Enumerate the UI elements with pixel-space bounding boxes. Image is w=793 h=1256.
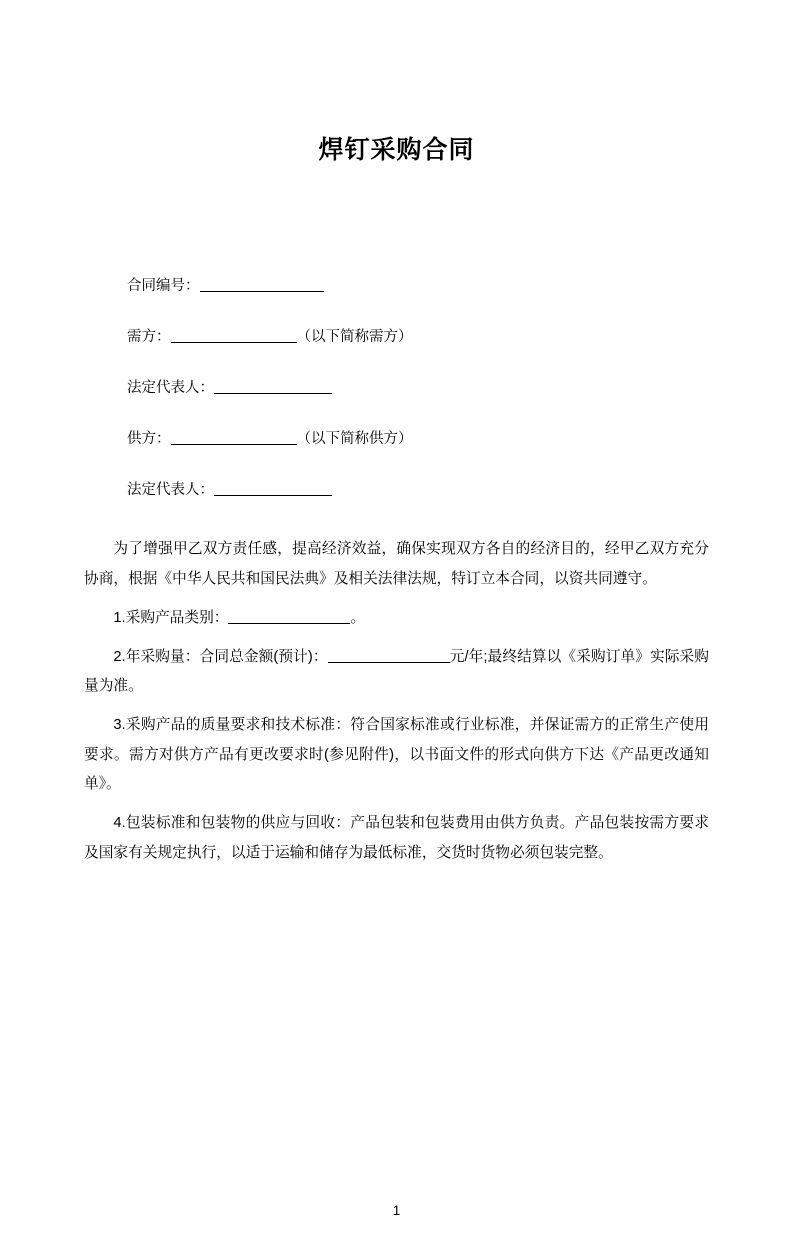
fill-in-blank[interactable] [214,481,332,497]
clause-text-after: 元/年;最终结算以《采购订单》实际采购量为准。 [84,648,709,695]
clause-number: 4. [113,814,126,831]
preamble-paragraph: 为了增强甲乙双方责任感，提高经济效益，确保实现双方各自的经济目的，经甲乙双方充分协商，根据《中华人民共和国民法典》及相关法律法规，特订立本合同，以资共同遵守。 [84,541,709,588]
clause-3 [84,711,709,800]
document-page [0,134,793,1256]
clause-4 [84,809,709,868]
clause-text-after: 。 [350,609,366,626]
field-suffix: （以下简称供方） [296,431,413,448]
page-number: 1 [392,1203,401,1218]
clause-text-before: 包装标准和包装物的供应与回收：产品包装和包装费用由供方负责。产品包装按需方要求及国家有关规定执行，以适于运输和储存为最低标准，交货时货物必须包装完整。 [84,814,709,861]
field-label: 合同编号： [127,277,200,294]
clause-text-before: 年采购量：合同总金额(预计)： [125,648,328,665]
field-contract-number [84,275,709,298]
clause-2 [84,643,709,702]
clause-text-before: 采购产品类别： [125,609,229,626]
field-label: 供方： [127,431,171,448]
field-label: 需方： [127,328,171,345]
field-suffix: （以下简称需方） [296,328,413,345]
field-label: 法定代表人： [127,379,214,396]
party-fields [84,275,709,503]
field-label: 法定代表人： [127,482,214,499]
fill-in-blank[interactable] [200,276,324,292]
clause-number: 3. [113,716,126,733]
field-buyer-legal-rep [84,377,709,400]
clause-number: 2. [113,648,126,665]
field-supplier [84,428,709,451]
clause-number: 1. [113,609,126,626]
clause-1 [84,604,709,634]
document-body [84,275,709,869]
fill-in-blank[interactable] [171,430,297,446]
fill-in-blank[interactable] [328,647,450,663]
page-title: 焊钉采购合同 [318,136,475,164]
fill-in-blank[interactable] [228,608,350,624]
fill-in-blank[interactable] [171,327,297,343]
field-supplier-legal-rep [84,479,709,502]
field-buyer [84,326,709,349]
fill-in-blank[interactable] [214,378,332,394]
clause-text-before: 采购产品的质量要求和技术标准：符合国家标准或行业标准，并保证需方的正常生产使用要求。需方对供方产品有更改要求时(参见附件)，以书面文件的形式向供方下达《产品更改通知单》。 [84,716,709,793]
